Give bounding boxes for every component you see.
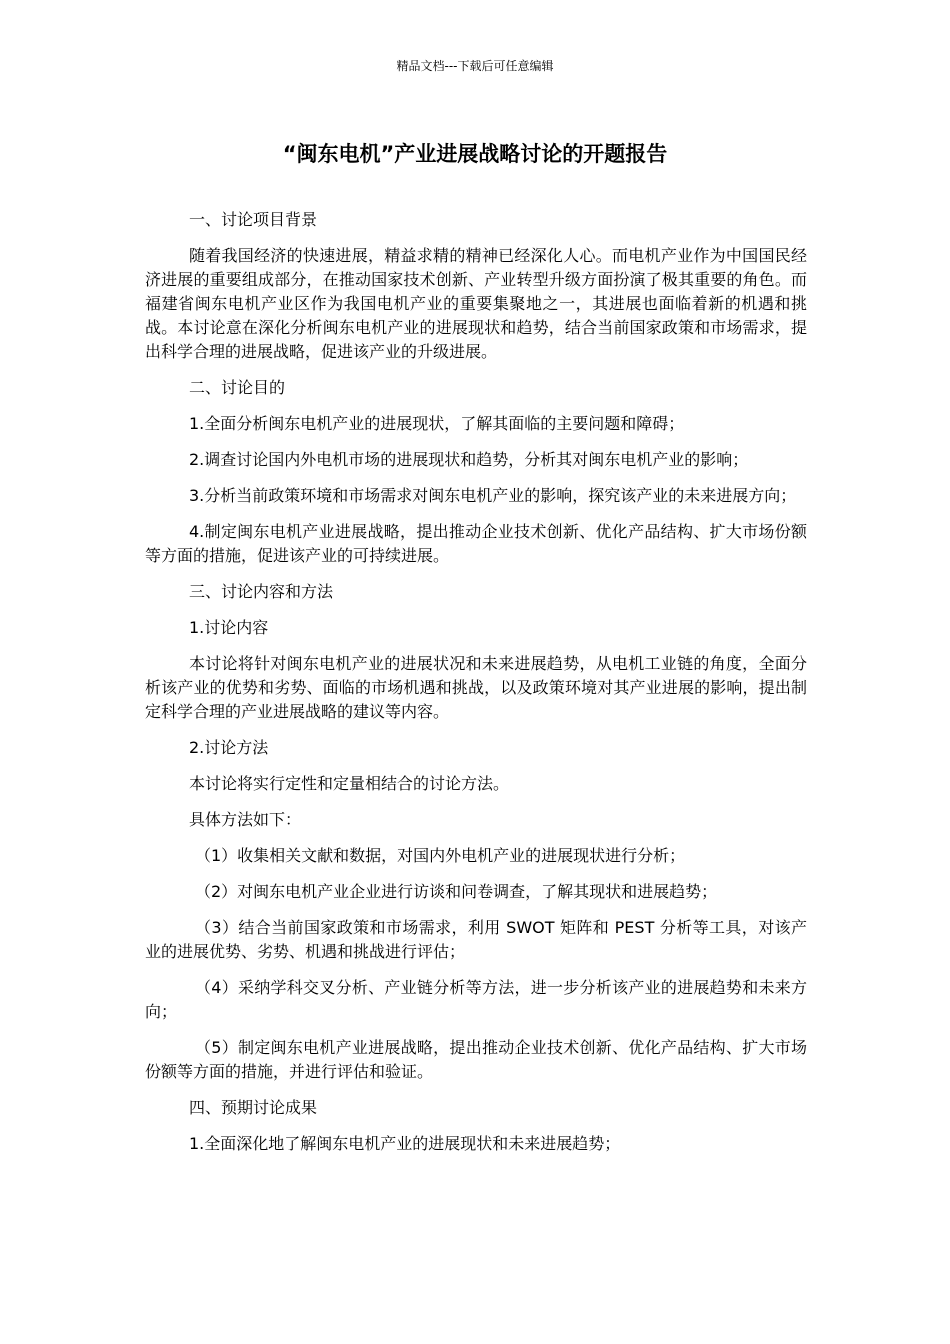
section-heading-purpose: 二、讨论目的 (189, 378, 286, 397)
purpose-item: 2.调查讨论国内外电机市场的进展现状和趋势，分析其对闽东电机产业的影响； (189, 450, 749, 469)
section-heading-outcomes: 四、预期讨论成果 (189, 1098, 318, 1117)
outcome-item: 1.全面深化地了解闽东电机产业的进展现状和未来进展趋势； (189, 1134, 621, 1153)
section-heading-content-method: 三、讨论内容和方法 (189, 582, 334, 601)
background-paragraph: 随着我国经济的快速进展，精益求精的精神已经深化人心。而电机产业作为中国国民经济进展的重要组成部分，在推动国家技术创新、产业转型升级方面扮演了极其重要的角色。而福建省闽东电机产业区作为我国电机产业的重要集聚地之一，其进展也面临着新的机遇和挑战。本讨论意在深化分析闽东电机产业的进展现状和趋势，结合当前国家政策和市场需求，提出科学合理的进展战略，促进该产业的升级进展。 (145, 246, 807, 361)
purpose-item: 1.全面分析闽东电机产业的进展现状，了解其面临的主要问题和障碍； (189, 414, 685, 433)
subheading-content: 1.讨论内容 (189, 618, 269, 637)
document-title: “闽东电机”产业进展战略讨论的开题报告 (282, 142, 668, 166)
method-item: （4）采纳学科交叉分析、产业链分析等方法，进一步分析该产业的进展趋势和未来方向； (145, 978, 807, 1021)
content-paragraph: 本讨论将针对闽东电机产业的进展状况和未来进展趋势，从电机工业链的角度，全面分析该产业的优势和劣势、面临的市场机遇和挑战，以及政策环境对其产业进展的影响，提出制定科学合理的产业进展战略的建议等内容。 (145, 654, 807, 721)
purpose-item: 3.分析当前政策环境和市场需求对闽东电机产业的影响，探究该产业的未来进展方向； (189, 486, 797, 505)
method-item: （1）收集相关文献和数据，对国内外电机产业的进展现状进行分析； (195, 846, 686, 865)
method-item: （3）结合当前国家政策和市场需求，利用 SWOT 矩阵和 PEST 分析等工具，对该产业的进展优势、劣势、机遇和挑战进行评估； (145, 918, 807, 961)
purpose-item: 4.制定闽东电机产业进展战略，提出推动企业技术创新、优化产品结构、扩大市场份额等方面的措施，促进该产业的可持续进展。 (145, 522, 807, 565)
document-body (145, 208, 807, 1168)
method-item: （5）制定闽东电机产业进展战略，提出推动企业技术创新、优化产品结构、扩大市场份额等方面的措施，并进行评估和验证。 (145, 1038, 807, 1081)
section-heading-background: 一、讨论项目背景 (189, 210, 318, 229)
method-item: （2）对闽东电机产业企业进行访谈和问卷调查，了解其现状和进展趋势； (195, 882, 718, 901)
subheading-method: 2.讨论方法 (189, 738, 269, 757)
method-paragraph: 本讨论将实行定性和定量相结合的讨论方法。 (189, 774, 510, 793)
page-header-note: 精品文档---下载后可任意编辑 (396, 59, 554, 73)
method-intro: 具体方法如下： (189, 810, 302, 829)
